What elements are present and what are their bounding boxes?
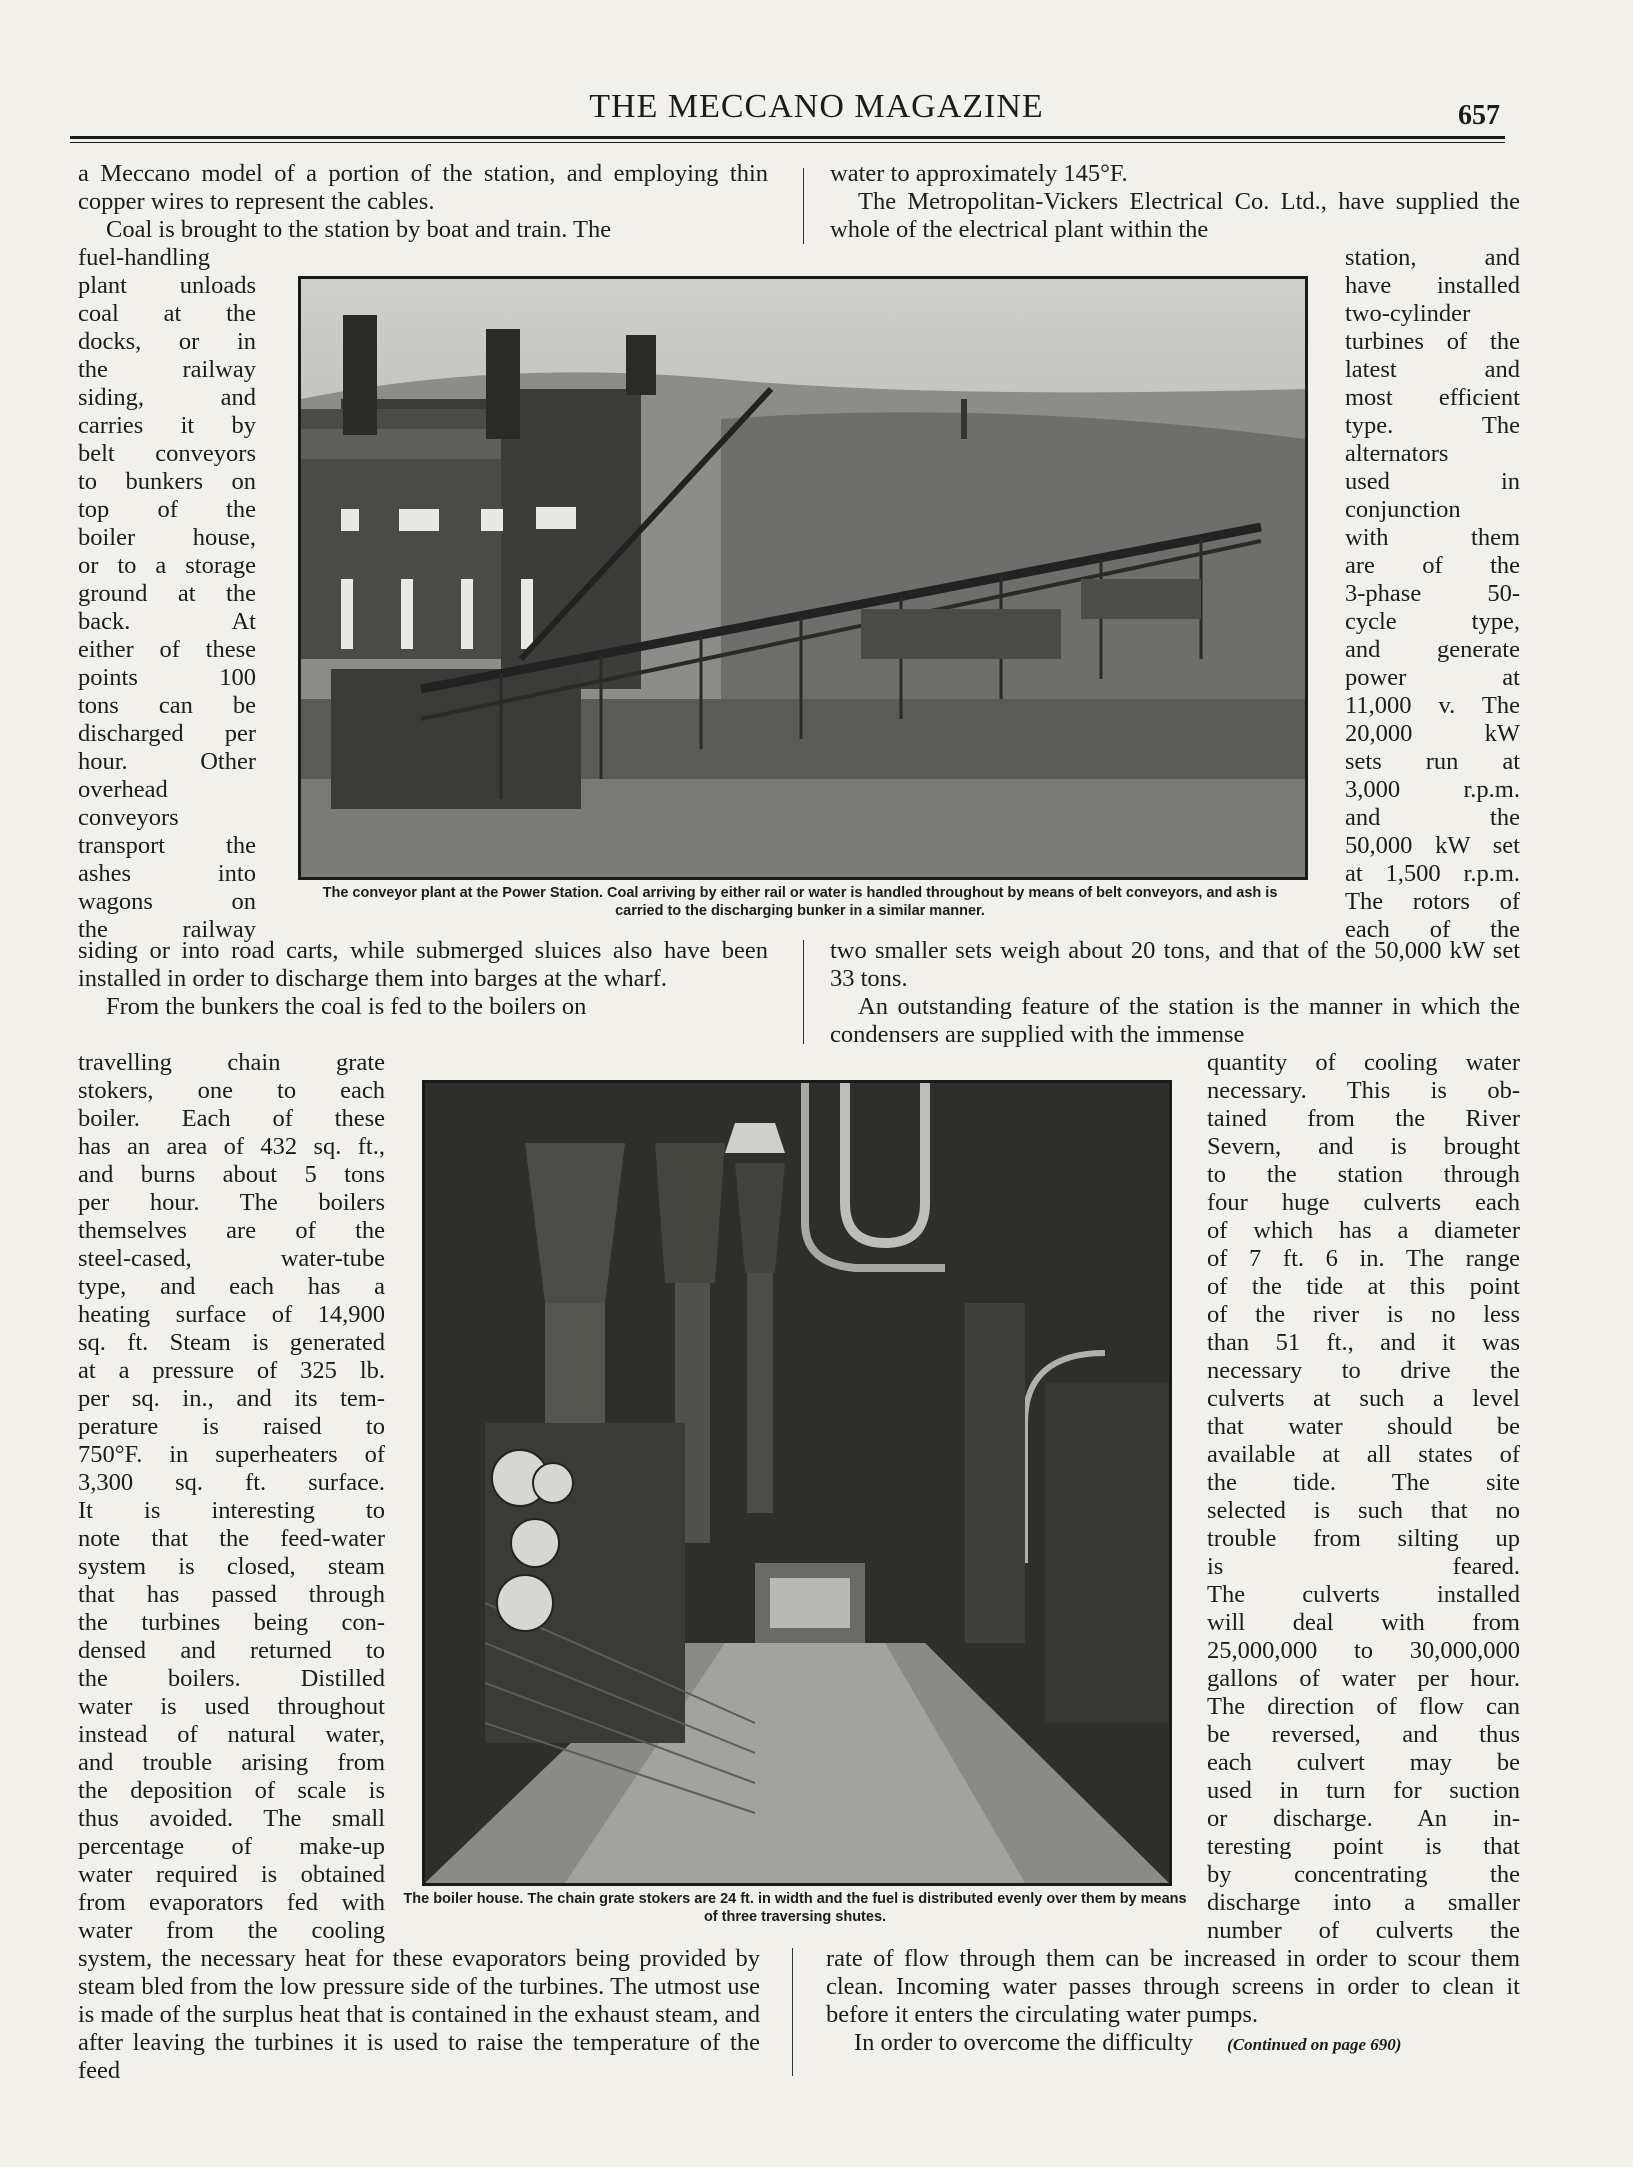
text-line: alternators	[1345, 440, 1449, 467]
left-column-bottom	[78, 1945, 760, 2085]
text-line: power at	[1345, 664, 1520, 691]
text-line: travelling chain grate	[78, 1049, 385, 1076]
text-line: back. At	[78, 608, 256, 635]
text-line: selected is such that no	[1207, 1497, 1520, 1524]
text-line: the railway	[78, 356, 256, 383]
magazine-title: THE MECCANO MAGAZINE	[589, 88, 1044, 125]
text-line: necessary. This is ob-	[1207, 1077, 1520, 1104]
paragraph: The Metropolitan-Vickers Electrical Co. Ltd., have supplied the whole of the electrical plant within the	[830, 188, 1520, 243]
text-line: plant unloads	[78, 272, 256, 299]
text-line: system is closed, steam	[78, 1553, 385, 1580]
text-line: from evaporators fed with	[78, 1889, 385, 1916]
text-line: boiler house,	[78, 524, 256, 551]
paragraph: An outstanding feature of the station is the manner in which the condensers are supplied with the immense	[830, 993, 1520, 1048]
text-line: number of culverts the	[1207, 1917, 1520, 1944]
right-wrap-column-1	[1345, 244, 1520, 944]
boiler-house-photo	[422, 1080, 1172, 1886]
text-line: have installed	[1345, 272, 1520, 299]
text-line: each culvert may be	[1207, 1749, 1520, 1776]
text-line: with them	[1345, 524, 1520, 551]
text-line: will deal with from	[1207, 1609, 1520, 1636]
paragraph: water to approximately 145°F.	[830, 160, 1128, 187]
text-line: that water should be	[1207, 1413, 1520, 1440]
text-line: water required is obtained	[78, 1861, 385, 1888]
text-line: densed and returned to	[78, 1637, 385, 1664]
text-line: top of the	[78, 496, 256, 523]
paragraph: From the bunkers the coal is fed to the boilers on	[106, 993, 587, 1020]
right-column-bottom	[826, 1945, 1520, 2059]
conveyor-photo-caption: The conveyor plant at the Power Station. Coal arriving by either rail or water is handled throughout by means of belt conveyors, and ash is carried to the discharging bunker in a similar manner.	[322, 885, 1278, 919]
text-line: 25,000,000 to 30,000,000	[1207, 1637, 1520, 1664]
text-line: most efficient	[1345, 384, 1520, 411]
text-line: per hour. The boilers	[78, 1189, 385, 1216]
text-line: conjunction	[1345, 496, 1461, 523]
text-line: type, and each has a	[78, 1273, 385, 1300]
text-line: boiler. Each of these	[78, 1105, 385, 1132]
text-line: available at all states of	[1207, 1441, 1520, 1468]
text-line: culverts at such a level	[1207, 1385, 1520, 1412]
text-line: steel-cased, water-tube	[78, 1245, 385, 1272]
text-line: two-cylinder	[1345, 300, 1471, 327]
text-line: Severn, and is brought	[1207, 1133, 1520, 1160]
text-line: 750°F. in superheaters of	[78, 1441, 385, 1468]
text-line: are of the	[1345, 552, 1520, 579]
column-divider-middle	[803, 940, 804, 1044]
text-line: turbines of the	[1345, 328, 1520, 355]
text-line: overhead	[78, 776, 168, 803]
text-line: 3,300 sq. ft. surface.	[78, 1469, 385, 1496]
text-line: The direction of flow can	[1207, 1693, 1520, 1720]
text-line: conveyors	[78, 804, 179, 831]
text-line: the tide. The site	[1207, 1469, 1520, 1496]
text-line: used in turn for suction	[1207, 1777, 1520, 1804]
text-line: tons can be	[78, 692, 256, 719]
text-line: of which has a diameter	[1207, 1217, 1520, 1244]
text-line: The culverts installed	[1207, 1581, 1520, 1608]
text-line: of the river is no less	[1207, 1301, 1520, 1328]
paragraph: Coal is brought to the station by boat and train. The	[106, 216, 612, 243]
text-line: either of these	[78, 636, 256, 663]
header-rule	[70, 136, 1505, 139]
text-line: to bunkers on	[78, 468, 256, 495]
text-line: ashes into	[78, 860, 256, 887]
text-line: necessary to drive the	[1207, 1357, 1520, 1384]
text-line: and generate	[1345, 636, 1520, 663]
text-line: sets run at	[1345, 748, 1520, 775]
column-divider-top	[803, 168, 804, 244]
text-line: belt conveyors	[78, 440, 256, 467]
text-line: used in	[1345, 468, 1520, 495]
text-line: ground at the	[78, 580, 256, 607]
text-line: latest and	[1345, 356, 1520, 383]
paragraph-last	[826, 2029, 1520, 2059]
conveyor-plant-illustration	[301, 279, 1305, 877]
left-column-top	[78, 160, 768, 244]
text-line: gallons of water per hour.	[1207, 1665, 1520, 1692]
text-line: has an area of 432 sq. ft.,	[78, 1133, 385, 1160]
paragraph: system, the necessary heat for these evaporators being provided by steam bled from the low pressure side of the turbines. The utmost use is made of the surplus heat that is contained in the exhaust steam, and after leaving the turbines it is used to raise the temperature of the feed	[78, 1945, 760, 2084]
text-line: themselves are of the	[78, 1217, 385, 1244]
text-line: that has passed through	[78, 1581, 385, 1608]
text-line: teresting point is that	[1207, 1833, 1520, 1860]
text-line: 3-phase 50-	[1345, 580, 1520, 607]
text-line: 11,000 v. The	[1345, 692, 1520, 719]
paragraph-text: In order to overcome the difficulty	[854, 2029, 1194, 2056]
right-column-middle	[830, 937, 1520, 1049]
text-line: instead of natural water,	[78, 1721, 385, 1748]
text-line: sq. ft. Steam is generated	[78, 1329, 385, 1356]
text-line: than 51 ft., and it was	[1207, 1329, 1520, 1356]
text-line: water is used throughout	[78, 1693, 385, 1720]
left-column-middle	[78, 937, 768, 1021]
text-line: stokers, one to each	[78, 1077, 385, 1104]
paragraph: rate of flow through them can be increased in order to scour them clean. Incoming water passes through screens in order to clean it before it enters the circulating water pumps.	[826, 1945, 1520, 2028]
text-line: the deposition of scale is	[78, 1777, 385, 1804]
text-line: 20,000 kW	[1345, 720, 1520, 747]
text-line: hour. Other	[78, 748, 256, 775]
text-line: and trouble arising from	[78, 1749, 385, 1776]
text-line: per sq. in., and its tem-	[78, 1385, 385, 1412]
text-line: note that the feed-water	[78, 1525, 385, 1552]
text-line: be reversed, and thus	[1207, 1721, 1520, 1748]
text-line: heating surface of 14,900	[78, 1301, 385, 1328]
text-line: It is interesting to	[78, 1497, 385, 1524]
text-line: transport the	[78, 832, 256, 859]
text-line: the railway	[78, 916, 256, 943]
text-line: tained from the River	[1207, 1105, 1520, 1132]
text-line: or discharge. An in-	[1207, 1805, 1520, 1832]
text-line: discharged per	[78, 720, 256, 747]
header-rule-thin	[70, 142, 1505, 143]
text-line: carries it by	[78, 412, 256, 439]
text-line: and burns about 5 tons	[78, 1161, 385, 1188]
text-line: or to a storage	[78, 552, 256, 579]
text-line: water from the cooling	[78, 1917, 385, 1944]
boiler-house-illustration	[425, 1083, 1169, 1883]
text-line: by concentrating the	[1207, 1861, 1520, 1888]
text-line: to the station through	[1207, 1161, 1520, 1188]
text-line: 3,000 r.p.m.	[1345, 776, 1520, 803]
paragraph: a Meccano model of a portion of the station, and employing thin copper wires to represent the cables.	[78, 160, 768, 215]
text-line: cycle type,	[1345, 608, 1520, 635]
text-line: wagons on	[78, 888, 256, 915]
text-line: discharge into a smaller	[1207, 1889, 1520, 1916]
text-line: fuel-handling	[78, 244, 210, 271]
boiler-photo-caption: The boiler house. The chain grate stokers are 24 ft. in width and the fuel is distributed evenly over them by means of three traversing shutes.	[403, 1891, 1187, 1925]
text-line: of the tide at this point	[1207, 1273, 1520, 1300]
text-line: coal at the	[78, 300, 256, 327]
paragraph: two smaller sets weigh about 20 tons, and that of the 50,000 kW set 33 tons.	[830, 937, 1520, 992]
text-line: points 100	[78, 664, 256, 691]
left-wrap-column-1	[78, 244, 256, 944]
paragraph: siding or into road carts, while submerged sluices also have been installed in order to discharge them into barges at the wharf.	[78, 937, 768, 992]
text-line: 50,000 kW set	[1345, 832, 1520, 859]
text-line: of 7 ft. 6 in. The range	[1207, 1245, 1520, 1272]
text-line: siding, and	[78, 384, 256, 411]
text-line: type. The	[1345, 412, 1520, 439]
text-line: at 1,500 r.p.m.	[1345, 860, 1520, 887]
text-line: docks, or in	[78, 328, 256, 355]
text-line: quantity of cooling water	[1207, 1049, 1520, 1076]
right-wrap-column-2	[1207, 1049, 1520, 1945]
column-divider-bottom	[792, 1948, 793, 2076]
text-line: the turbines being con-	[78, 1609, 385, 1636]
page-number: 657	[1458, 100, 1500, 131]
text-line: trouble from silting up	[1207, 1525, 1520, 1552]
right-column-top	[830, 160, 1520, 244]
continued-note: (Continued on page 690)	[1227, 2035, 1402, 2054]
text-line: The rotors of	[1345, 888, 1520, 915]
text-line: percentage of make-up	[78, 1833, 385, 1860]
text-line: four huge culverts each	[1207, 1189, 1520, 1216]
text-line: the boilers. Distilled	[78, 1665, 385, 1692]
text-line: and the	[1345, 804, 1520, 831]
text-line: thus avoided. The small	[78, 1805, 385, 1832]
text-line: station, and	[1345, 244, 1520, 271]
conveyor-plant-photo	[298, 276, 1308, 880]
text-line: perature is raised to	[78, 1413, 385, 1440]
text-line: is feared.	[1207, 1553, 1520, 1580]
left-wrap-column-2	[78, 1049, 385, 1945]
text-line: at a pressure of 325 lb.	[78, 1357, 385, 1384]
text-line: each of the	[1345, 916, 1520, 943]
